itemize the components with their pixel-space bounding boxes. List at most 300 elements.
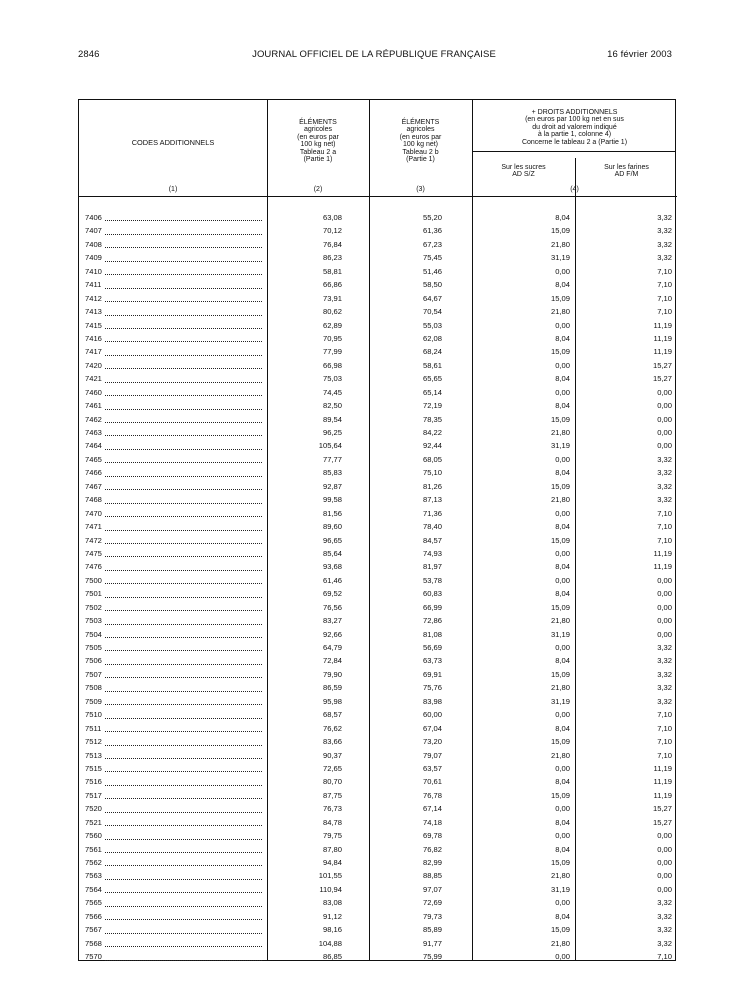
- col-number-1: (1): [168, 186, 178, 193]
- table-row: [79, 937, 677, 950]
- table-row: [79, 224, 677, 237]
- row-code: 7509: [85, 696, 102, 706]
- cell-ad-fm: 15,27: [652, 804, 672, 814]
- col2-line: ÉLÉMENTS: [299, 119, 337, 126]
- table-row: [79, 681, 677, 694]
- cell-ad-fm: 3,32: [657, 253, 672, 263]
- row-code: 7417: [85, 347, 102, 357]
- cell-ad-fm: 0,00: [657, 575, 672, 585]
- row-code: 7476: [85, 562, 102, 572]
- col2-line: 100 kg net): [300, 141, 336, 149]
- table-row: [79, 695, 677, 708]
- row-code: 7468: [85, 495, 102, 505]
- cell-ad-fm: 0,00: [657, 602, 672, 612]
- cell-elements-2a: 89,54: [322, 414, 342, 424]
- cell-elements-2a: 85,83: [322, 468, 342, 478]
- cell-elements-2b: 92,44: [422, 441, 442, 451]
- cell-ad-sz: 0,00: [555, 831, 570, 841]
- table-row: [79, 816, 677, 829]
- cell-ad-sz: 8,04: [555, 468, 570, 478]
- row-code: 7567: [85, 925, 102, 935]
- cell-elements-2b: 67,14: [422, 804, 442, 814]
- cell-ad-fm: 3,32: [657, 656, 672, 666]
- cell-ad-sz: 0,00: [555, 643, 570, 652]
- cell-elements-2a: 62,89: [322, 320, 342, 330]
- leader-dots: [105, 274, 262, 275]
- cell-ad-fm: 3,32: [657, 683, 672, 693]
- cell-elements-2b: 58,61: [422, 360, 442, 370]
- table-row: [79, 453, 677, 466]
- col1-title: CODES ADDITIONNELS: [131, 138, 215, 147]
- row-code: 7565: [85, 898, 102, 908]
- table-row: [79, 883, 677, 896]
- table-row: [79, 762, 677, 775]
- leader-dots: [105, 839, 262, 840]
- cell-elements-2b: 51,46: [422, 266, 442, 276]
- leader-dots: [105, 637, 262, 638]
- cell-ad-sz: 21,80: [550, 428, 570, 437]
- row-code: 7412: [85, 293, 102, 303]
- cell-ad-sz: 0,00: [555, 454, 570, 464]
- row-code: 7511: [85, 723, 102, 733]
- cell-elements-2a: 110,94: [319, 884, 342, 894]
- col3-line: (en euros par: [399, 133, 442, 141]
- cell-ad-sz: 0,00: [555, 387, 570, 397]
- leader-dots: [105, 812, 262, 813]
- cell-elements-2a: 79,90: [322, 669, 342, 679]
- col4-line: (en euros par 100 kg net en sus: [525, 116, 624, 124]
- leader-dots: [105, 247, 262, 248]
- row-code: 7416: [85, 333, 102, 343]
- cell-elements-2b: 91,77: [422, 938, 442, 948]
- col4-line: à la partie 1, colonne 4): [537, 131, 612, 139]
- row-code: 7564: [85, 884, 102, 894]
- cell-elements-2b: 60,83: [422, 589, 442, 599]
- cell-ad-sz: 8,04: [555, 280, 570, 290]
- leader-dots: [105, 315, 262, 316]
- leader-dots: [105, 906, 262, 907]
- col2-line: (Partie 1): [303, 156, 333, 164]
- row-code: 7463: [85, 428, 102, 437]
- cell-ad-sz: 8,04: [555, 911, 570, 921]
- cell-elements-2b: 76,82: [422, 844, 442, 854]
- cell-elements-2a: 69,52: [322, 589, 342, 599]
- leader-dots: [105, 960, 262, 961]
- cell-ad-sz: 0,00: [555, 266, 570, 276]
- row-code: 7472: [85, 535, 102, 545]
- cell-ad-fm: 11,19: [653, 790, 672, 800]
- cell-elements-2b: 63,57: [422, 763, 442, 773]
- table-row: [79, 843, 677, 856]
- leader-dots: [105, 368, 262, 369]
- table-row: [79, 614, 677, 627]
- table-row: [79, 211, 677, 224]
- cell-ad-sz: 21,80: [550, 938, 570, 948]
- row-code: 7503: [85, 616, 102, 626]
- row-code: 7409: [85, 253, 102, 263]
- cell-ad-fm: 3,32: [657, 898, 672, 908]
- cell-elements-2a: 68,57: [322, 710, 342, 720]
- row-code: 7505: [85, 643, 102, 652]
- table-row: [79, 413, 677, 426]
- table-row: [79, 896, 677, 909]
- leader-dots: [105, 234, 262, 235]
- cell-elements-2a: 66,98: [322, 360, 342, 370]
- leader-dots: [105, 704, 262, 705]
- cell-elements-2b: 62,08: [422, 333, 442, 343]
- table-row: [79, 319, 677, 332]
- leader-dots: [105, 301, 262, 302]
- cell-ad-fm: 7,10: [657, 710, 672, 720]
- row-code: 7502: [85, 602, 102, 612]
- cell-elements-2a: 66,86: [322, 280, 342, 290]
- col2-title: [267, 119, 369, 163]
- table-row: [79, 439, 677, 452]
- cell-ad-fm: 7,10: [657, 266, 672, 276]
- cell-elements-2b: 79,73: [422, 911, 442, 921]
- leader-dots: [105, 422, 262, 423]
- table-row: [79, 560, 677, 573]
- cell-ad-sz: 8,04: [555, 844, 570, 854]
- cell-elements-2a: 58,81: [322, 266, 342, 276]
- row-code: 7520: [85, 804, 102, 814]
- cell-elements-2a: 105,64: [318, 441, 342, 451]
- cell-elements-2a: 79,75: [322, 831, 342, 841]
- leader-dots: [105, 691, 262, 692]
- cell-ad-fm: 3,32: [657, 669, 672, 679]
- cell-ad-fm: 0,00: [657, 401, 672, 411]
- table-row: [79, 574, 677, 587]
- cell-elements-2a: 104,88: [318, 938, 342, 948]
- cell-elements-2a: 74,45: [322, 387, 342, 397]
- cell-ad-fm: 0,00: [657, 858, 672, 867]
- cell-ad-fm: 3,32: [657, 495, 672, 505]
- row-code: 7501: [85, 589, 102, 599]
- leader-dots: [105, 852, 262, 853]
- cell-ad-fm: 3,32: [657, 643, 672, 652]
- cell-elements-2b: 65,65: [422, 374, 442, 384]
- cell-ad-sz: 8,04: [555, 562, 570, 572]
- cell-elements-2a: 87,75: [322, 790, 342, 800]
- cell-ad-sz: 31,19: [550, 629, 570, 639]
- cell-ad-fm: 3,32: [657, 213, 672, 222]
- cell-ad-fm: 11,19: [653, 333, 672, 343]
- cell-ad-sz: 0,00: [555, 508, 570, 518]
- cell-elements-2b: 82,99: [422, 858, 442, 867]
- cell-elements-2b: 75,76: [422, 683, 442, 693]
- table-row: [79, 601, 677, 614]
- cell-elements-2b: 78,35: [422, 414, 442, 424]
- cell-ad-sz: 21,80: [550, 683, 570, 693]
- col4-line: du droit ad valorem indiqué: [532, 123, 617, 131]
- cell-elements-2b: 65,14: [422, 387, 442, 397]
- table-row: [79, 802, 677, 815]
- cell-elements-2a: 94,84: [322, 858, 342, 867]
- col-number-3: (3): [416, 186, 425, 193]
- cell-ad-fm: 3,32: [657, 226, 672, 236]
- col3-line: (Partie 1): [406, 156, 435, 164]
- cell-ad-fm: 7,10: [657, 723, 672, 733]
- leader-dots: [105, 879, 262, 880]
- cell-ad-sz: 21,80: [550, 750, 570, 760]
- leader-dots: [105, 489, 262, 490]
- table-row: [79, 507, 677, 520]
- row-code: 7500: [85, 575, 102, 585]
- row-code: 7512: [85, 737, 102, 747]
- cell-ad-sz: 15,09: [550, 347, 570, 357]
- cell-elements-2b: 69,91: [422, 669, 442, 679]
- leader-dots: [105, 220, 262, 221]
- cell-ad-fm: 0,00: [657, 387, 672, 397]
- leader-dots: [105, 530, 262, 531]
- cell-ad-fm: 3,32: [657, 239, 672, 249]
- col4-line: Concerne le tableau 2 a (Partie 1): [521, 138, 628, 146]
- cell-elements-2b: 78,40: [422, 522, 442, 532]
- table-row: [79, 829, 677, 842]
- row-code: 7506: [85, 656, 102, 666]
- col4a-line: Sur les sucres: [501, 164, 546, 171]
- leader-dots: [105, 395, 262, 396]
- cell-elements-2b: 66,99: [422, 602, 442, 612]
- cell-elements-2b: 81,08: [422, 629, 442, 639]
- col-number-4: (4): [570, 186, 579, 193]
- leader-dots: [105, 328, 262, 329]
- cell-ad-sz: 8,04: [555, 723, 570, 733]
- col4-line: + DROITS ADDITIONNELS: [531, 109, 618, 116]
- leader-dots: [105, 650, 262, 651]
- leader-dots: [105, 610, 262, 611]
- cell-elements-2a: 75,03: [322, 374, 342, 384]
- cell-elements-2b: 74,93: [422, 548, 442, 558]
- cell-ad-fm: 7,10: [657, 508, 672, 518]
- cell-ad-fm: 3,32: [657, 454, 672, 464]
- cell-elements-2b: 75,10: [422, 468, 442, 478]
- cell-ad-sz: 31,19: [550, 253, 570, 263]
- leader-dots: [105, 462, 262, 463]
- cell-elements-2b: 63,73: [422, 656, 442, 666]
- cell-ad-sz: 0,00: [555, 548, 570, 558]
- cell-ad-fm: 0,00: [657, 441, 672, 451]
- cell-elements-2a: 89,60: [322, 522, 342, 532]
- cell-elements-2a: 80,62: [322, 307, 342, 317]
- cell-elements-2b: 72,69: [422, 898, 442, 908]
- cell-elements-2a: 86,59: [322, 683, 342, 693]
- table-row: [79, 654, 677, 667]
- table-row: [79, 520, 677, 533]
- table-row: [79, 910, 677, 923]
- cell-elements-2a: 101,55: [318, 871, 342, 881]
- leader-dots: [105, 355, 262, 356]
- cell-elements-2b: 84,22: [422, 428, 442, 437]
- leader-dots: [105, 798, 262, 799]
- leader-dots: [105, 476, 262, 477]
- table-row: [79, 345, 677, 358]
- cell-ad-fm: 11,19: [653, 548, 672, 558]
- cell-elements-2b: 88,85: [422, 871, 442, 881]
- leader-dots: [105, 933, 262, 934]
- cell-elements-2b: 53,78: [422, 575, 442, 585]
- table-row: [79, 587, 677, 600]
- leader-dots: [105, 825, 262, 826]
- row-code: 7420: [85, 360, 102, 370]
- cell-elements-2a: 77,77: [322, 454, 342, 464]
- col3-line: agricoles: [406, 126, 435, 134]
- cell-ad-sz: 15,09: [550, 737, 570, 747]
- cell-ad-sz: 15,09: [550, 925, 570, 935]
- cell-ad-fm: 15,27: [652, 817, 672, 827]
- cell-ad-sz: 8,04: [555, 777, 570, 787]
- cell-ad-fm: 0,00: [657, 428, 672, 437]
- cell-elements-2a: 86,23: [322, 253, 342, 263]
- table-row: [79, 869, 677, 882]
- cell-ad-sz: 15,09: [550, 481, 570, 491]
- cell-elements-2a: 64,79: [322, 643, 342, 652]
- table-row: [79, 238, 677, 251]
- cell-ad-sz: 0,00: [555, 898, 570, 908]
- cell-elements-2a: 76,56: [322, 602, 342, 612]
- cell-ad-fm: 7,10: [657, 952, 672, 962]
- cell-elements-2a: 70,95: [322, 333, 342, 343]
- cell-ad-sz: 0,00: [555, 763, 570, 773]
- cell-ad-sz: 8,04: [555, 522, 570, 532]
- cell-elements-2b: 68,05: [422, 454, 442, 464]
- cell-ad-fm: 7,10: [657, 293, 672, 303]
- leader-dots: [105, 919, 262, 920]
- cell-elements-2b: 83,98: [422, 696, 442, 706]
- col3-line: 100 kg net): [402, 141, 439, 149]
- table-row: [79, 251, 677, 264]
- subheader-line: [472, 151, 676, 152]
- leader-dots: [105, 583, 262, 584]
- cell-elements-2b: 84,57: [422, 535, 442, 545]
- cell-elements-2a: 99,58: [322, 495, 342, 505]
- row-code: 7465: [85, 454, 102, 464]
- cell-elements-2a: 70,12: [322, 226, 342, 236]
- cell-elements-2b: 79,07: [422, 750, 442, 760]
- row-code: 7568: [85, 938, 102, 948]
- cell-ad-fm: 0,00: [657, 629, 672, 639]
- table-row: [79, 292, 677, 305]
- cell-ad-sz: 15,09: [550, 602, 570, 612]
- cell-ad-sz: 0,00: [555, 575, 570, 585]
- col3-title: [369, 119, 472, 163]
- row-code: 7570: [85, 952, 102, 962]
- table-row: [79, 493, 677, 506]
- leader-dots: [105, 745, 262, 746]
- leader-dots: [105, 946, 262, 947]
- cell-ad-sz: 8,04: [555, 589, 570, 599]
- cell-ad-sz: 15,09: [550, 293, 570, 303]
- table-row: [79, 775, 677, 788]
- cell-ad-fm: 7,10: [657, 737, 672, 747]
- row-code: 7410: [85, 266, 102, 276]
- cell-elements-2a: 84,78: [322, 817, 342, 827]
- col2-line: agricoles: [303, 126, 332, 134]
- leader-dots: [105, 449, 262, 450]
- cell-ad-fm: 7,10: [657, 750, 672, 760]
- row-code: 7461: [85, 401, 102, 411]
- cell-ad-sz: 15,09: [550, 858, 570, 867]
- row-code: 7466: [85, 468, 102, 478]
- cell-elements-2b: 72,86: [422, 616, 442, 626]
- header-bottom-line: [79, 196, 677, 197]
- cell-elements-2b: 70,54: [422, 307, 442, 317]
- row-code: 7460: [85, 387, 102, 397]
- row-code: 7413: [85, 307, 102, 317]
- cell-elements-2b: 75,99: [422, 952, 442, 962]
- leader-dots: [105, 261, 262, 262]
- cell-ad-sz: 0,00: [555, 952, 570, 962]
- cell-ad-fm: 7,10: [657, 535, 672, 545]
- row-code: 7406: [85, 213, 102, 222]
- leader-dots: [105, 288, 262, 289]
- cell-elements-2b: 60,00: [422, 710, 442, 720]
- leader-dots: [105, 503, 262, 504]
- cell-ad-fm: 11,19: [653, 347, 672, 357]
- row-code: 7407: [85, 226, 102, 236]
- table-row: [79, 480, 677, 493]
- cell-ad-sz: 31,19: [550, 884, 570, 894]
- cell-elements-2b: 69,78: [422, 831, 442, 841]
- cell-ad-sz: 15,09: [550, 226, 570, 236]
- cell-ad-fm: 11,19: [653, 763, 672, 773]
- table-row: [79, 399, 677, 412]
- row-code: 7515: [85, 763, 102, 773]
- cell-ad-fm: 7,10: [657, 280, 672, 290]
- cell-elements-2b: 68,24: [422, 347, 442, 357]
- leader-dots: [105, 664, 262, 665]
- cell-elements-2a: 91,12: [322, 911, 342, 921]
- cell-elements-2b: 74,18: [422, 817, 442, 827]
- table-row: [79, 735, 677, 748]
- cell-ad-sz: 21,80: [550, 871, 570, 881]
- table-row: [79, 372, 677, 385]
- cell-elements-2a: 73,91: [322, 293, 342, 303]
- cell-ad-sz: 21,80: [550, 239, 570, 249]
- row-code: 7516: [85, 777, 102, 787]
- table-row: [79, 749, 677, 762]
- row-code: 7507: [85, 669, 102, 679]
- col4a-line: AD S/Z: [512, 171, 535, 179]
- row-code: 7470: [85, 508, 102, 518]
- cell-ad-sz: 0,00: [555, 710, 570, 720]
- row-code: 7467: [85, 481, 102, 491]
- cell-elements-2a: 83,27: [322, 616, 342, 626]
- cell-elements-2a: 72,65: [322, 763, 342, 773]
- table-row: [79, 923, 677, 936]
- cell-elements-2a: 90,37: [322, 750, 342, 760]
- col4b-line: AD F/M: [614, 171, 639, 179]
- cell-elements-2a: 76,62: [322, 723, 342, 733]
- cell-ad-sz: 15,09: [550, 535, 570, 545]
- journal-title: JOURNAL OFFICIEL DE LA RÉPUBLIQUE FRANÇAISE: [252, 49, 496, 60]
- cell-elements-2a: 81,56: [322, 508, 342, 518]
- leader-dots: [105, 892, 262, 893]
- row-code: 7563: [85, 871, 102, 881]
- table-row: [79, 265, 677, 278]
- cell-ad-fm: 0,00: [657, 589, 672, 599]
- cell-elements-2a: 92,66: [322, 629, 342, 639]
- leader-dots: [105, 677, 262, 678]
- cell-elements-2a: 96,65: [322, 535, 342, 545]
- leader-dots: [105, 758, 262, 759]
- cell-elements-2a: 86,85: [322, 952, 342, 962]
- leader-dots: [105, 570, 262, 571]
- cell-elements-2b: 67,23: [422, 239, 442, 249]
- leader-dots: [105, 771, 262, 772]
- cell-ad-fm: 0,00: [657, 844, 672, 854]
- cell-elements-2a: 63,08: [322, 213, 342, 222]
